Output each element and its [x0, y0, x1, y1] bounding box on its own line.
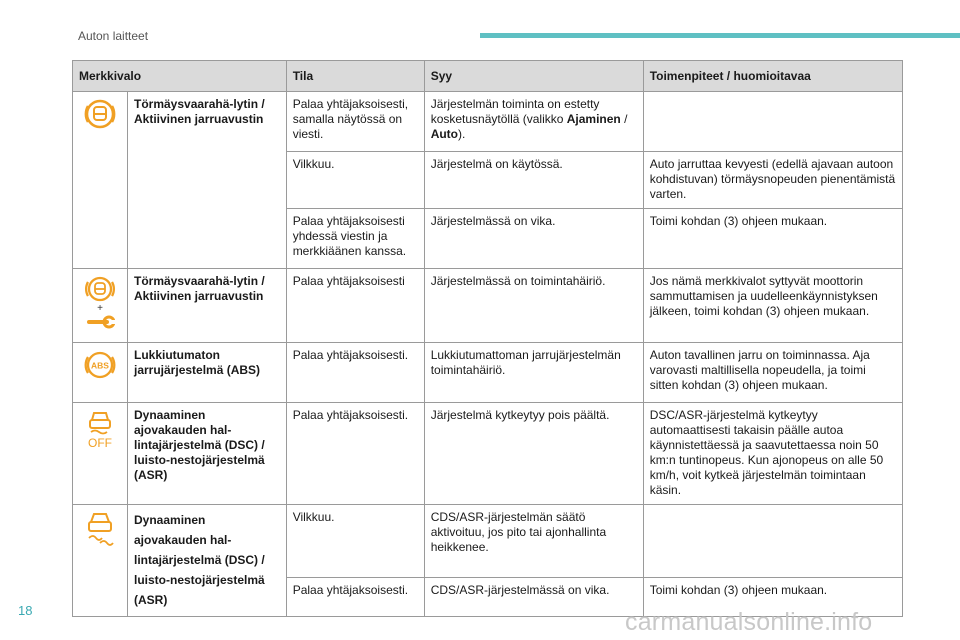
menu-separator: /: [620, 112, 628, 126]
cause-cell: CDS/ASR-järjestelmän säätö aktivoituu, jos pito tai ajonhallinta heikkenee.: [424, 505, 643, 578]
indicator-name: Dynaaminen ajovakauden hal-lintajärjestelmä (DSC) / luisto-nestojärjestelmä (ASR): [128, 505, 287, 617]
cause-cell: Järjestelmä on käytössä.: [424, 152, 643, 209]
abs-icon-text: ABS: [91, 360, 109, 371]
indicator-icon-cell: [73, 92, 128, 269]
action-cell: [643, 505, 902, 578]
indicator-name: Törmäysvaarahä-lytin / Aktiivinen jarruavustin: [128, 92, 287, 269]
cause-text: Järjestelmän toiminta on estetty kosketusnäytöllä (valikko: [430, 97, 600, 126]
indicator-name: Törmäysvaarahä-lytin / Aktiivinen jarruavustin: [128, 269, 287, 343]
dsc-off-icon: [83, 408, 117, 450]
table-header-row: [73, 61, 903, 92]
cause-suffix: ).: [458, 127, 466, 141]
action-cell: Auton tavallinen jarru on toiminnassa. Aja varovasti maltillisella nopeudella, ja toimi sitten kohdan (3) ohjeen mukaan.: [643, 343, 902, 403]
action-cell: Toimi kohdan (3) ohjeen mukaan.: [643, 577, 902, 616]
indicator-icon-cell: [73, 403, 128, 505]
table-row: [73, 505, 903, 578]
action-cell: DSC/ASR-järjestelmä kytkeytyy automaattisesti takaisin päälle autoa käynnistettäessä ja saavutettaessa noin 50 km:n tuntinopeus. Kun ajonopeus on alle 50 km/h, voit kytkeä järjestelmän toimintaan käsin.: [643, 403, 902, 505]
col-header-cause: Syy: [424, 61, 643, 92]
dsc-skid-icon: [83, 510, 117, 546]
menu-auto: Auto: [430, 127, 459, 141]
action-cell: [643, 92, 902, 152]
action-cell: Auto jarruttaa kevyesti (edellä ajavaan autoon kohdistuvan) törmäysnopeuden pienentämistä varten.: [643, 152, 902, 209]
state-cell: Vilkkuu.: [286, 152, 424, 209]
state-cell: Palaa yhtäjaksoisesti yhdessä viestin ja merkkiäänen kanssa.: [286, 209, 424, 269]
cause-cell: Lukkiutumattoman jarrujärjestelmän toimintahäiriö.: [424, 343, 643, 403]
action-cell: Toimi kohdan (3) ohjeen mukaan.: [643, 209, 902, 269]
table-row: [73, 92, 903, 152]
cause-cell: [424, 92, 643, 152]
collision-warning-icon: [83, 274, 117, 304]
collision-warning-icon: [83, 97, 117, 131]
cause-cell: Järjestelmässä on toimintahäiriö.: [424, 269, 643, 343]
table-row: [73, 343, 903, 403]
off-label: OFF: [88, 436, 112, 450]
state-cell: Palaa yhtäjaksoisesti.: [286, 343, 424, 403]
cause-cell: CDS/ASR-järjestelmässä on vika.: [424, 577, 643, 616]
state-cell: Palaa yhtäjaksoisesti: [286, 269, 424, 343]
state-cell: Palaa yhtäjaksoisesti, samalla näytössä on viesti.: [286, 92, 424, 152]
indicator-icon-cell: [73, 505, 128, 617]
table-row: [73, 269, 903, 343]
state-cell: Palaa yhtäjaksoisesti.: [286, 403, 424, 505]
state-cell: Palaa yhtäjaksoisesti.: [286, 577, 424, 616]
page-number: 18: [18, 603, 33, 618]
indicator-icon-cell: [73, 343, 128, 403]
indicator-icon-cell: [73, 269, 128, 343]
state-cell: Vilkkuu.: [286, 505, 424, 578]
table-row: [73, 403, 903, 505]
indicator-name: Lukkiutumaton jarrujärjestelmä (ABS): [128, 343, 287, 403]
indicator-name: Dynaaminen ajovakauden hal-lintajärjestelmä (DSC) / luisto-nestojärjestelmä (ASR): [128, 403, 287, 505]
plus-sign: +: [97, 303, 103, 314]
menu-ajaminen: Ajaminen: [566, 112, 621, 126]
page-section-title: Auton laitteet: [78, 29, 149, 43]
col-header-action: Toimenpiteet / huomioitavaa: [643, 61, 902, 92]
warning-lights-table: [72, 60, 903, 617]
wrench-icon: [85, 314, 115, 330]
col-header-indicator: Merkkivalo: [73, 61, 287, 92]
header-accent-bar: [480, 33, 960, 38]
action-cell: Jos nämä merkkivalot syttyvät moottorin sammuttamisen ja uudelleenkäynnistyksen jälkeen, toimi kohdan (3) ohjeen mukaan.: [643, 269, 902, 343]
col-header-state: Tila: [286, 61, 424, 92]
watermark: carmanualsonline.info: [625, 608, 873, 636]
abs-icon: [83, 348, 117, 382]
cause-cell: Järjestelmä kytkeytyy pois päältä.: [424, 403, 643, 505]
cause-cell: Järjestelmässä on vika.: [424, 209, 643, 269]
